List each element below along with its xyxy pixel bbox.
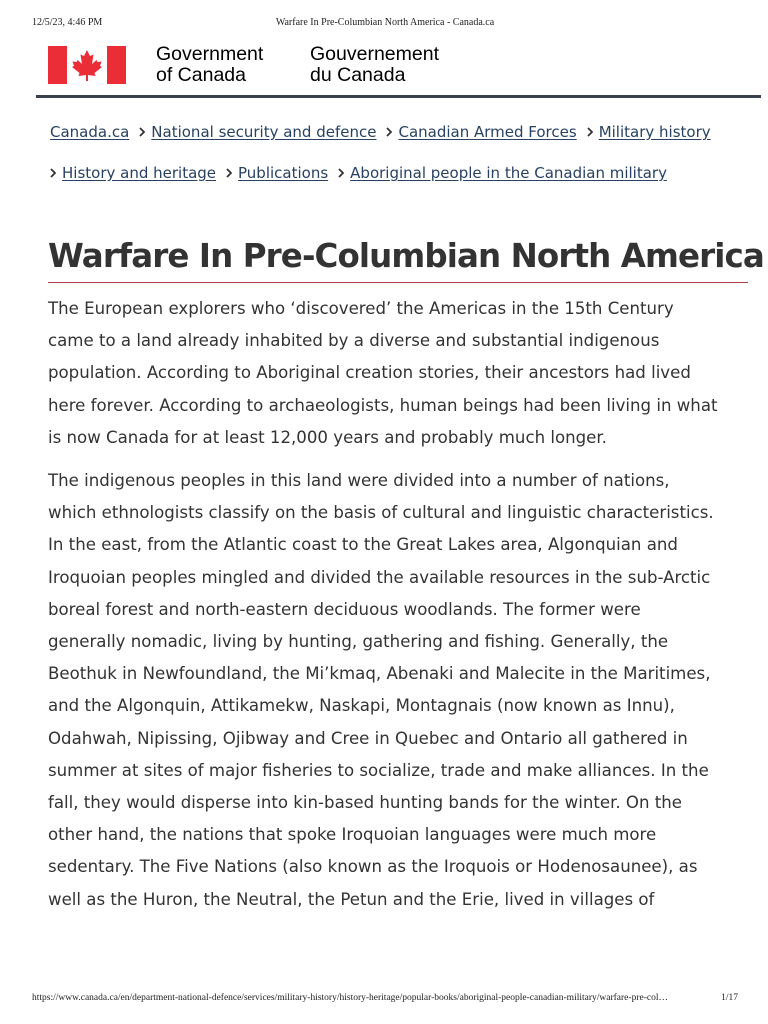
- breadcrumb-link-national-security[interactable]: National security and defence: [151, 123, 377, 141]
- breadcrumb-item: [328, 163, 667, 183]
- breadcrumb-item: [129, 122, 376, 142]
- chevron-right-icon: [386, 127, 392, 137]
- breadcrumb-item: [376, 122, 576, 142]
- title-underline: [48, 282, 748, 283]
- chevron-right-icon: [139, 127, 145, 137]
- breadcrumb-item: [216, 163, 328, 183]
- article-paragraph-2: The indigenous peoples in this land were divided into a number of nations, which ethnologists classify on the basis of cultural and linguistic characteristics. In the east, from the Atlantic coast to the Great Lakes area, Algonquian and Iroquoian peoples mingled and divided the available resources in the sub-Arctic boreal forest and north-eastern deciduous woodlands. The former were generally nomadic, living by hunting, gathering and fishing. Generally, the Beothuk in Newfoundland, the Mi’kmaq, Abenaki and Malecite in the Maritimes, and the Algonquin, Attikamekw, Naskapi, Montagnais (now known as Innu), Odahwah, Nipissing, Ojibway and Cree in Quebec and Ontario all gathered in summer at sites of major fisheries to socialize, trade and make alliances. In the fall, they would disperse into kin-based hunting bands for the winter. On the other hand, the nations that spoke Iroquoian languages were much more sedentary. The Five Nations (also known as the Iroquois or Hodenosaunee), as well as the Huron, the Neutral, the Petun and the Erie, lived in villages of: [48, 471, 714, 909]
- breadcrumb-link-armed-forces[interactable]: Canadian Armed Forces: [398, 123, 577, 141]
- article-paragraph-1: The European explorers who ‘discovered’ the Americas in the 15th Century came to a land already inhabited by a diverse and substantial indigenous population. According to Aboriginal creation stories, their ancestors had lived here forever. According to archaeologists, human beings had been living in what is now Canada for at least 12,000 years and probably much longer.: [48, 299, 718, 447]
- page-title: Warfare In Pre-Columbian North America: [48, 237, 764, 275]
- print-url: https://www.canada.ca/en/department-national-defence/services/military-history/history-heritage/popular-books/aboriginal-people-canadian-military/warfare-pre-col…: [32, 993, 668, 1003]
- print-page-title: Warfare In Pre-Columbian North America - Canada.ca: [275, 17, 495, 28]
- signature-fr-line1: Gouvernement: [310, 43, 439, 65]
- chevron-right-icon: [338, 168, 344, 178]
- article-body: [48, 293, 720, 916]
- chevron-right-icon: [587, 127, 593, 137]
- breadcrumb-link-canada-ca[interactable]: Canada.ca: [50, 123, 130, 141]
- breadcrumb-link-publications[interactable]: Publications: [238, 164, 329, 182]
- breadcrumb-link-aboriginal-people[interactable]: Aboriginal people in the Canadian military: [350, 164, 667, 182]
- breadcrumb: [50, 118, 750, 183]
- signature-french: [310, 44, 439, 86]
- signature-fr-line2: du Canada: [310, 64, 406, 86]
- breadcrumb-item: [50, 122, 129, 142]
- breadcrumb-item: [577, 122, 711, 142]
- government-signature[interactable]: [48, 44, 468, 84]
- breadcrumb-item: [50, 163, 216, 183]
- breadcrumb-row-1: [50, 122, 750, 142]
- header-divider: [36, 95, 761, 98]
- breadcrumb-link-history-heritage[interactable]: History and heritage: [62, 164, 217, 182]
- print-datetime: 12/5/23, 4:46 PM: [32, 17, 103, 28]
- chevron-right-icon: [50, 168, 56, 178]
- breadcrumb-row-2: [50, 163, 750, 183]
- canada-flag-icon: [48, 46, 126, 84]
- signature-en-line1: Government: [156, 43, 264, 65]
- print-page-number: 1/17: [721, 993, 738, 1003]
- breadcrumb-link-military-history[interactable]: Military history: [598, 123, 711, 141]
- chevron-right-icon: [226, 168, 232, 178]
- signature-en-line2: of Canada: [156, 64, 246, 86]
- signature-english: [156, 44, 263, 86]
